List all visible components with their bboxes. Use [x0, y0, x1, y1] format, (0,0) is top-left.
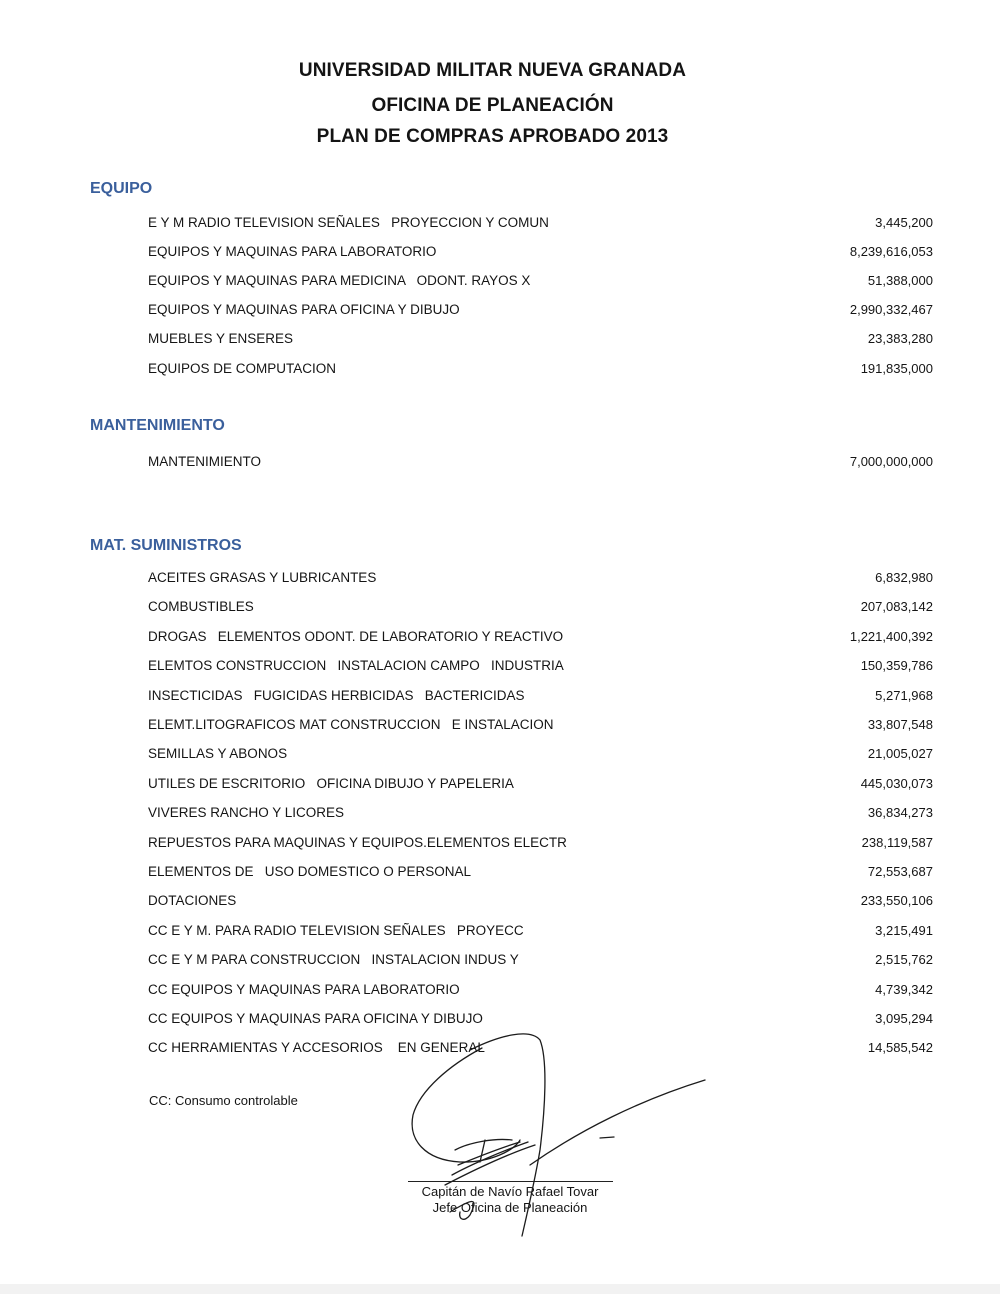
office-title: OFICINA DE PLANEACIÓN	[371, 95, 614, 116]
item-value: 7,000,000,000	[849, 454, 933, 469]
section-heading-equipo: EQUIPO	[90, 180, 153, 197]
item-value: 14,585,542	[867, 1040, 933, 1055]
signatory-name: Capitán de Navío Rafael Tovar	[421, 1184, 599, 1199]
footnote: CC: Consumo controlable	[149, 1093, 298, 1108]
item-value: 8,239,616,053	[849, 244, 933, 259]
item-label: MANTENIMIENTO	[148, 454, 262, 469]
table-row	[148, 302, 933, 322]
table-row	[148, 864, 933, 884]
item-value: 150,359,786	[860, 658, 933, 673]
item-label: EQUIPOS DE COMPUTACION	[148, 361, 337, 376]
item-value: 3,215,491	[875, 923, 933, 938]
item-label: ELEMENTOS DE USO DOMESTICO O PERSONAL	[148, 864, 472, 879]
item-label: MUEBLES Y ENSERES	[148, 331, 294, 346]
item-label: ELEMTOS CONSTRUCCION INSTALACION CAMPO INDUSTRIA	[148, 658, 564, 673]
item-value: 23,383,280	[867, 331, 933, 346]
item-label: EQUIPOS Y MAQUINAS PARA MEDICINA ODONT. RAYOS X	[148, 273, 531, 288]
table-row	[148, 1040, 933, 1060]
table-row	[148, 1011, 933, 1031]
item-value: 5,271,968	[875, 688, 933, 703]
table-row	[148, 331, 933, 351]
item-label: EQUIPOS Y MAQUINAS PARA OFICINA Y DIBUJO	[148, 302, 460, 317]
table-row	[148, 805, 933, 825]
item-label: CC E Y M. PARA RADIO TELEVISION SEÑALES PROYECC	[148, 923, 524, 938]
item-label: DOTACIONES	[148, 893, 237, 908]
item-value: 207,083,142	[860, 599, 933, 614]
scan-edge	[0, 1284, 1000, 1294]
item-label: ACEITES GRASAS Y LUBRICANTES	[148, 570, 377, 585]
item-value: 233,550,106	[860, 893, 933, 908]
item-label: CC E Y M PARA CONSTRUCCION INSTALACION INDUS Y	[148, 952, 519, 967]
item-value: 191,835,000	[860, 361, 933, 376]
table-row	[148, 835, 933, 855]
institution-title: UNIVERSIDAD MILITAR NUEVA GRANADA	[298, 60, 687, 81]
table-row	[148, 215, 933, 235]
item-label: UTILES DE ESCRITORIO OFICINA DIBUJO Y PAPELERIA	[148, 776, 514, 791]
item-value: 6,832,980	[875, 570, 933, 585]
item-label: SEMILLAS Y ABONOS	[148, 746, 288, 761]
item-value: 4,739,342	[875, 982, 933, 997]
item-label: CC HERRAMIENTAS Y ACCESORIOS EN GENERAL	[148, 1040, 485, 1055]
item-value: 51,388,000	[867, 273, 933, 288]
item-label: E Y M RADIO TELEVISION SEÑALES PROYECCION Y COMUN	[148, 215, 549, 230]
item-value: 3,095,294	[875, 1011, 933, 1026]
item-label: EQUIPOS Y MAQUINAS PARA LABORATORIO	[148, 244, 437, 259]
section-heading-mantenimiento: MANTENIMIENTO	[90, 417, 225, 434]
item-value: 1,221,400,392	[849, 629, 933, 644]
item-value: 2,990,332,467	[849, 302, 933, 317]
item-value: 72,553,687	[867, 864, 933, 879]
item-label: CC EQUIPOS Y MAQUINAS PARA LABORATORIO	[148, 982, 460, 997]
table-row	[148, 361, 933, 381]
table-row	[148, 273, 933, 293]
table-row	[148, 893, 933, 913]
item-label: CC EQUIPOS Y MAQUINAS PARA OFICINA Y DIBUJO	[148, 1011, 483, 1026]
signatory-role: Jefe Oficina de Planeación	[432, 1200, 588, 1215]
table-row	[148, 982, 933, 1002]
table-row	[148, 776, 933, 796]
table-row	[148, 746, 933, 766]
table-row	[148, 599, 933, 619]
plan-title: PLAN DE COMPRAS APROBADO 2013	[316, 126, 669, 147]
table-row	[148, 244, 933, 264]
table-row	[148, 658, 933, 678]
table-row	[148, 454, 933, 474]
table-row	[148, 923, 933, 943]
section-heading-suministros: MAT. SUMINISTROS	[90, 537, 242, 554]
table-row	[148, 717, 933, 737]
table-row	[148, 629, 933, 649]
item-label: REPUESTOS PARA MAQUINAS Y EQUIPOS.ELEMENTOS ELECTR	[148, 835, 567, 850]
item-value: 33,807,548	[867, 717, 933, 732]
item-label: INSECTICIDAS FUGICIDAS HERBICIDAS BACTERICIDAS	[148, 688, 525, 703]
item-value: 2,515,762	[875, 952, 933, 967]
table-row	[148, 688, 933, 708]
item-value: 36,834,273	[867, 805, 933, 820]
item-value: 238,119,587	[861, 835, 933, 850]
item-label: ELEMT.LITOGRAFICOS MAT CONSTRUCCION E INSTALACION	[148, 717, 554, 732]
table-row	[148, 952, 933, 972]
item-label: DROGAS ELEMENTOS ODONT. DE LABORATORIO Y REACTIVO	[148, 629, 564, 644]
signature-line	[408, 1181, 613, 1182]
item-label: VIVERES RANCHO Y LICORES	[148, 805, 345, 820]
table-row	[148, 570, 933, 590]
item-value: 21,005,027	[867, 746, 933, 761]
item-value: 3,445,200	[875, 215, 933, 230]
item-label: COMBUSTIBLES	[148, 599, 254, 614]
item-value: 445,030,073	[860, 776, 933, 791]
